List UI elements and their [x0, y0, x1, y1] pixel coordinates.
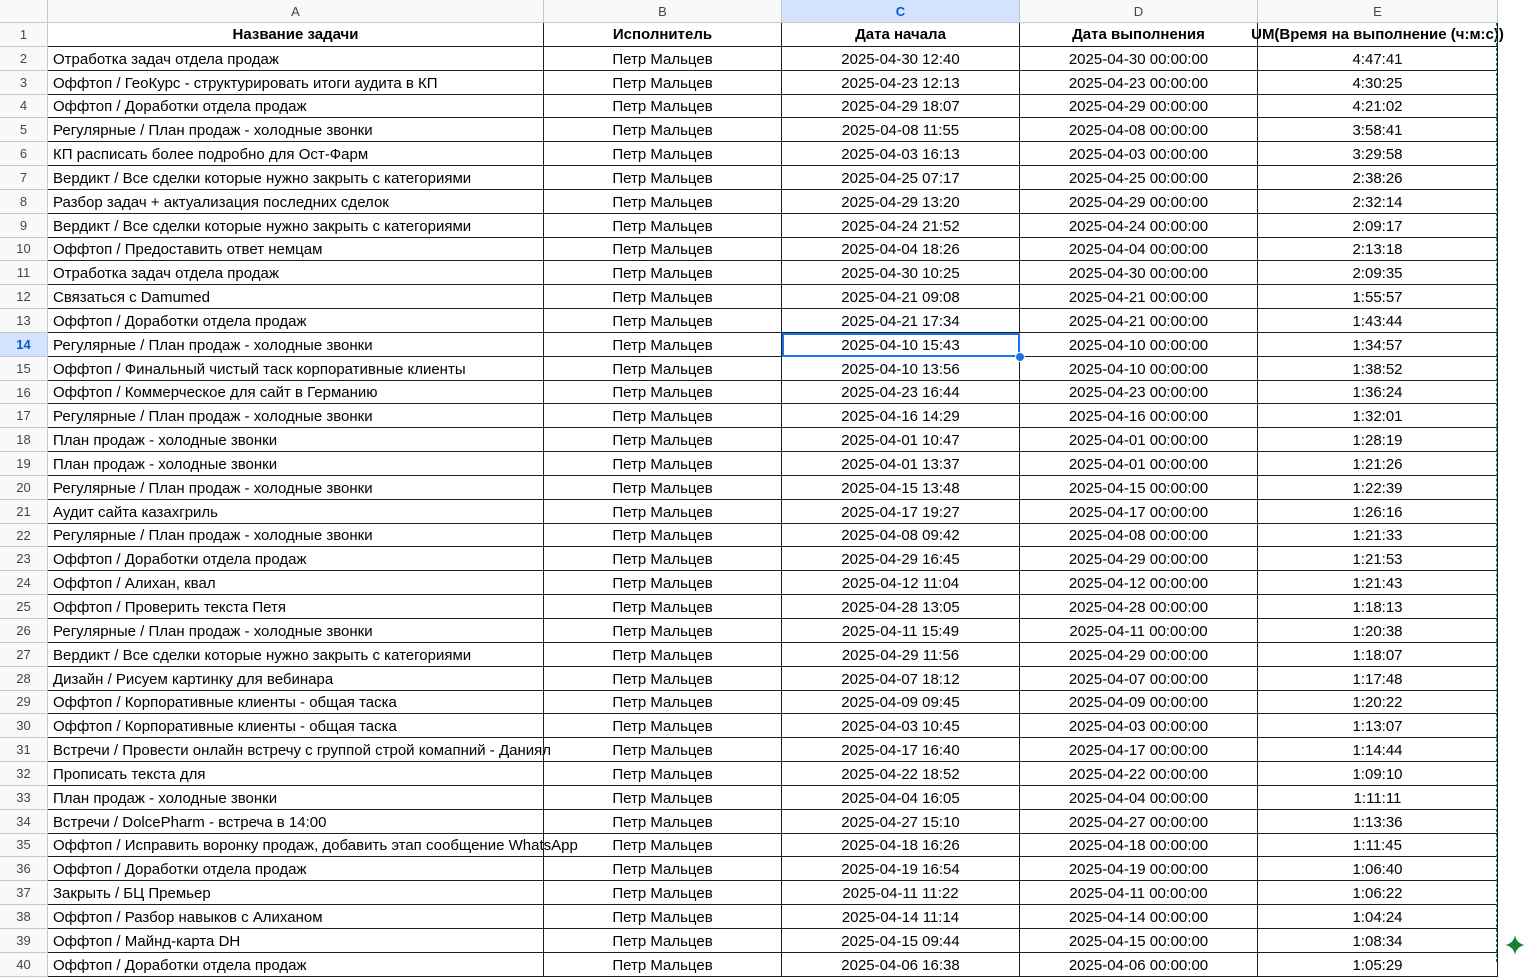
- row-number[interactable]: 40: [0, 953, 48, 977]
- cell-task[interactable]: КП расписать более подробно для Ост-Фарм: [48, 142, 544, 166]
- cell-assignee[interactable]: Петр Мальцев: [544, 905, 782, 929]
- cell-task[interactable]: Вердикт / Все сделки которые нужно закрыть с категориями: [48, 214, 544, 238]
- cell-start[interactable]: 2025-04-19 16:54: [782, 857, 1020, 881]
- row-number[interactable]: 20: [0, 476, 48, 500]
- cell-done[interactable]: 2025-04-29 00:00:00: [1020, 95, 1258, 119]
- table-row: [0, 524, 1522, 548]
- cell-done[interactable]: 2025-04-30 00:00:00: [1020, 47, 1258, 71]
- cell-done[interactable]: 2025-04-10 00:00:00: [1020, 357, 1258, 381]
- table-row: [0, 309, 1522, 333]
- cell-time[interactable]: 1:13:36: [1258, 810, 1498, 834]
- row-number[interactable]: 23: [0, 547, 48, 571]
- table-row: [0, 667, 1522, 691]
- row-number[interactable]: 13: [0, 309, 48, 333]
- cell-start[interactable]: 2025-04-21 09:08: [782, 285, 1020, 309]
- cell-task[interactable]: Оффтоп / Финальный чистый таск корпоративные клиенты: [48, 357, 544, 381]
- cell-assignee[interactable]: Петр Мальцев: [544, 953, 782, 977]
- cell-time[interactable]: 1:09:10: [1258, 762, 1498, 786]
- row-number[interactable]: 39: [0, 929, 48, 953]
- cell-task[interactable]: Дизайн / Рисуем картинку для вебинара: [48, 667, 544, 691]
- header-cell[interactable]: Дата выполнения: [1020, 23, 1258, 47]
- cell-start[interactable]: 2025-04-16 14:29: [782, 404, 1020, 428]
- cell-time[interactable]: 1:11:11: [1258, 786, 1498, 810]
- cell-time[interactable]: 1:21:53: [1258, 547, 1498, 571]
- row-number[interactable]: 5: [0, 118, 48, 142]
- row-number[interactable]: 10: [0, 238, 48, 262]
- cell-time[interactable]: 3:58:41: [1258, 118, 1498, 142]
- cell-done[interactable]: 2025-04-14 00:00:00: [1020, 905, 1258, 929]
- table-row: [0, 95, 1522, 119]
- cell-task[interactable]: План продаж - холодные звонки: [48, 452, 544, 476]
- table-row: [0, 428, 1522, 452]
- cell-start[interactable]: 2025-04-18 16:26: [782, 834, 1020, 858]
- column-header-d[interactable]: D: [1020, 0, 1258, 23]
- table-row: [0, 261, 1522, 285]
- row-number[interactable]: 12: [0, 285, 48, 309]
- row-number[interactable]: 6: [0, 142, 48, 166]
- cell-done[interactable]: 2025-04-04 00:00:00: [1020, 786, 1258, 810]
- row-number[interactable]: 7: [0, 166, 48, 190]
- column-e-dashed-border: [1496, 23, 1497, 962]
- cell-start[interactable]: 2025-04-22 18:52: [782, 762, 1020, 786]
- cell-task[interactable]: Отработка задач отдела продаж: [48, 261, 544, 285]
- cell-assignee[interactable]: Петр Мальцев: [544, 47, 782, 71]
- cell-time[interactable]: 2:38:26: [1258, 166, 1498, 190]
- table-row: [0, 404, 1522, 428]
- cell-start[interactable]: 2025-04-30 10:25: [782, 261, 1020, 285]
- table-row: [0, 238, 1522, 262]
- table-row: [0, 714, 1522, 738]
- cell-time[interactable]: 4:47:41: [1258, 47, 1498, 71]
- cell-assignee[interactable]: Петр Мальцев: [544, 810, 782, 834]
- cell-done[interactable]: 2025-04-17 00:00:00: [1020, 738, 1258, 762]
- cell-done[interactable]: 2025-04-29 00:00:00: [1020, 190, 1258, 214]
- cell-task[interactable]: Оффтоп / Майнд-карта DH: [48, 929, 544, 953]
- table-row: [0, 547, 1522, 571]
- table-row: [0, 643, 1522, 667]
- cell-time[interactable]: 1:08:34: [1258, 929, 1498, 953]
- table-row: [0, 381, 1522, 405]
- row-number[interactable]: 35: [0, 834, 48, 858]
- cell-assignee[interactable]: Петр Мальцев: [544, 428, 782, 452]
- header-row: [0, 23, 1522, 47]
- cell-done[interactable]: 2025-04-27 00:00:00: [1020, 810, 1258, 834]
- cell-assignee[interactable]: Петр Мальцев: [544, 738, 782, 762]
- cell-time[interactable]: 1:06:40: [1258, 857, 1498, 881]
- cell-assignee[interactable]: Петр Мальцев: [544, 786, 782, 810]
- cell-done[interactable]: 2025-04-23 00:00:00: [1020, 381, 1258, 405]
- cell-assignee[interactable]: Петр Мальцев: [544, 571, 782, 595]
- cell-done[interactable]: 2025-04-19 00:00:00: [1020, 857, 1258, 881]
- cell-done[interactable]: 2025-04-15 00:00:00: [1020, 476, 1258, 500]
- cell-start[interactable]: 2025-04-10 13:56: [782, 357, 1020, 381]
- cell-task[interactable]: Регулярные / План продаж - холодные звонки: [48, 333, 544, 357]
- cell-time[interactable]: 2:09:35: [1258, 261, 1498, 285]
- table-row: [0, 476, 1522, 500]
- cell-time[interactable]: 3:29:58: [1258, 142, 1498, 166]
- cell-start[interactable]: 2025-04-24 21:52: [782, 214, 1020, 238]
- cell-task[interactable]: Оффтоп / Исправить воронку продаж, добавить этап сообщение WhatsApp: [48, 834, 544, 858]
- cell-task[interactable]: Оффтоп / Доработки отдела продаж: [48, 309, 544, 333]
- table-row: [0, 357, 1522, 381]
- table-row: [0, 905, 1522, 929]
- table-row: [0, 166, 1522, 190]
- cell-done[interactable]: 2025-04-12 00:00:00: [1020, 571, 1258, 595]
- cell-start[interactable]: 2025-04-08 09:42: [782, 524, 1020, 548]
- cell-start[interactable]: 2025-04-27 15:10: [782, 810, 1020, 834]
- cell-assignee[interactable]: Петр Мальцев: [544, 333, 782, 357]
- cell-task[interactable]: Связаться с Damumed: [48, 285, 544, 309]
- header-cell[interactable]: Дата начала: [782, 23, 1020, 47]
- cell-assignee[interactable]: Петр Мальцев: [544, 643, 782, 667]
- cell-task[interactable]: Регулярные / План продаж - холодные звонки: [48, 524, 544, 548]
- cell-assignee[interactable]: Петр Мальцев: [544, 762, 782, 786]
- cell-time[interactable]: 1:05:29: [1258, 953, 1498, 977]
- cell-task[interactable]: Оффтоп / Разбор навыков с Алиханом: [48, 905, 544, 929]
- fill-handle[interactable]: [1015, 352, 1025, 362]
- cell-start[interactable]: 2025-04-29 16:45: [782, 547, 1020, 571]
- row-number[interactable]: 21: [0, 500, 48, 524]
- cell-done[interactable]: 2025-04-30 00:00:00: [1020, 261, 1258, 285]
- cell-task[interactable]: Оффтоп / ГеоКурс - структурировать итоги аудита в КП: [48, 71, 544, 95]
- cell-start[interactable]: 2025-04-29 13:20: [782, 190, 1020, 214]
- cell-done[interactable]: 2025-04-18 00:00:00: [1020, 834, 1258, 858]
- cell-task[interactable]: План продаж - холодные звонки: [48, 428, 544, 452]
- cell-time[interactable]: 1:20:22: [1258, 691, 1498, 715]
- cell-task[interactable]: Аудит сайта казахгриль: [48, 500, 544, 524]
- row-number[interactable]: 28: [0, 667, 48, 691]
- cell-start[interactable]: 2025-04-09 09:45: [782, 691, 1020, 715]
- cell-start[interactable]: 2025-04-15 13:48: [782, 476, 1020, 500]
- table-row: [0, 190, 1522, 214]
- cell-time[interactable]: 1:32:01: [1258, 404, 1498, 428]
- cell-done[interactable]: 2025-04-03 00:00:00: [1020, 714, 1258, 738]
- cell-start[interactable]: 2025-04-11 15:49: [782, 619, 1020, 643]
- row-number[interactable]: 2: [0, 47, 48, 71]
- cell-start[interactable]: 2025-04-14 11:14: [782, 905, 1020, 929]
- cell-task[interactable]: Оффтоп / Доработки отдела продаж: [48, 857, 544, 881]
- cell-time[interactable]: 1:26:16: [1258, 500, 1498, 524]
- cell-assignee[interactable]: Петр Мальцев: [544, 834, 782, 858]
- table-row: [0, 452, 1522, 476]
- cell-start[interactable]: 2025-04-07 18:12: [782, 667, 1020, 691]
- cell-task[interactable]: Встречи / DolcePharm - встреча в 14:00: [48, 810, 544, 834]
- cell-assignee[interactable]: Петр Мальцев: [544, 524, 782, 548]
- table-row: [0, 333, 1522, 357]
- cell-done[interactable]: 2025-04-15 00:00:00: [1020, 929, 1258, 953]
- table-row: [0, 762, 1522, 786]
- cell-assignee[interactable]: Петр Мальцев: [544, 190, 782, 214]
- cell-time[interactable]: 1:21:26: [1258, 452, 1498, 476]
- table-row: [0, 691, 1522, 715]
- table-row: [0, 929, 1522, 953]
- column-header-c[interactable]: C: [782, 0, 1020, 23]
- cell-assignee[interactable]: Петр Мальцев: [544, 667, 782, 691]
- cell-task[interactable]: Отработка задач отдела продаж: [48, 47, 544, 71]
- cell-time[interactable]: 1:11:45: [1258, 834, 1498, 858]
- cell-time[interactable]: 1:34:57: [1258, 333, 1498, 357]
- cell-start[interactable]: 2025-04-08 11:55: [782, 118, 1020, 142]
- cell-time[interactable]: 1:20:38: [1258, 619, 1498, 643]
- cell-time[interactable]: 1:28:19: [1258, 428, 1498, 452]
- row-number[interactable]: 36: [0, 857, 48, 881]
- cell-start[interactable]: 2025-04-12 11:04: [782, 571, 1020, 595]
- cell-time[interactable]: 1:36:24: [1258, 381, 1498, 405]
- row-number[interactable]: 26: [0, 619, 48, 643]
- row-number[interactable]: 32: [0, 762, 48, 786]
- cell-assignee[interactable]: Петр Мальцев: [544, 71, 782, 95]
- cell-done[interactable]: 2025-04-21 00:00:00: [1020, 309, 1258, 333]
- cell-start[interactable]: 2025-04-10 15:43: [782, 333, 1020, 357]
- cell-start[interactable]: 2025-04-17 16:40: [782, 738, 1020, 762]
- cell-done[interactable]: 2025-04-16 00:00:00: [1020, 404, 1258, 428]
- cell-assignee[interactable]: Петр Мальцев: [544, 142, 782, 166]
- row-number[interactable]: 30: [0, 714, 48, 738]
- cell-start[interactable]: 2025-04-30 12:40: [782, 47, 1020, 71]
- cell-time[interactable]: 1:21:43: [1258, 571, 1498, 595]
- cell-task[interactable]: Оффтоп / Доработки отдела продаж: [48, 547, 544, 571]
- cell-done[interactable]: 2025-04-07 00:00:00: [1020, 667, 1258, 691]
- row-number[interactable]: 31: [0, 738, 48, 762]
- cell-task[interactable]: Оффтоп / Алихан, квал: [48, 571, 544, 595]
- cell-task[interactable]: Оффтоп / Коммерческое для сайт в Германию: [48, 381, 544, 405]
- cell-done[interactable]: 2025-04-06 00:00:00: [1020, 953, 1258, 977]
- cell-assignee[interactable]: Петр Мальцев: [544, 929, 782, 953]
- table-row: [0, 142, 1522, 166]
- cell-task[interactable]: Встречи / Провести онлайн встречу с группой строй комапний - Даниял: [48, 738, 544, 762]
- cell-time[interactable]: 1:38:52: [1258, 357, 1498, 381]
- cell-start[interactable]: 2025-04-04 16:05: [782, 786, 1020, 810]
- cell-done[interactable]: 2025-04-09 00:00:00: [1020, 691, 1258, 715]
- cell-start[interactable]: 2025-04-29 18:07: [782, 95, 1020, 119]
- cell-time[interactable]: 1:55:57: [1258, 285, 1498, 309]
- cell-assignee[interactable]: Петр Мальцев: [544, 357, 782, 381]
- cell-task[interactable]: Регулярные / План продаж - холодные звонки: [48, 404, 544, 428]
- row-number[interactable]: 9: [0, 214, 48, 238]
- table-row: [0, 71, 1522, 95]
- cell-time[interactable]: 1:18:13: [1258, 595, 1498, 619]
- cell-start[interactable]: 2025-04-17 19:27: [782, 500, 1020, 524]
- cell-task[interactable]: Вердикт / Все сделки которые нужно закрыть с категориями: [48, 643, 544, 667]
- row-number[interactable]: 19: [0, 452, 48, 476]
- cell-done[interactable]: 2025-04-23 00:00:00: [1020, 71, 1258, 95]
- cell-assignee[interactable]: Петр Мальцев: [544, 500, 782, 524]
- gemini-sparkle-icon[interactable]: [1504, 934, 1526, 956]
- cell-done[interactable]: 2025-04-21 00:00:00: [1020, 285, 1258, 309]
- cell-time[interactable]: 1:22:39: [1258, 476, 1498, 500]
- cell-start[interactable]: 2025-04-06 16:38: [782, 953, 1020, 977]
- cell-start[interactable]: 2025-04-03 10:45: [782, 714, 1020, 738]
- row-number[interactable]: 16: [0, 381, 48, 405]
- cell-task[interactable]: Регулярные / План продаж - холодные звонки: [48, 118, 544, 142]
- select-all-corner[interactable]: [0, 0, 48, 23]
- row-number[interactable]: 14: [0, 333, 48, 357]
- row-number[interactable]: 27: [0, 643, 48, 667]
- cell-done[interactable]: 2025-04-11 00:00:00: [1020, 881, 1258, 905]
- row-number[interactable]: 17: [0, 404, 48, 428]
- cell-start[interactable]: 2025-04-25 07:17: [782, 166, 1020, 190]
- cell-task[interactable]: План продаж - холодные звонки: [48, 786, 544, 810]
- cell-task[interactable]: Регулярные / План продаж - холодные звонки: [48, 619, 544, 643]
- cell-task[interactable]: Оффтоп / Доработки отдела продаж: [48, 95, 544, 119]
- cell-assignee[interactable]: Петр Мальцев: [544, 547, 782, 571]
- cell-assignee[interactable]: Петр Мальцев: [544, 214, 782, 238]
- table-row: [0, 953, 1522, 977]
- header-cell[interactable]: Название задачи: [48, 23, 544, 47]
- cell-start[interactable]: 2025-04-11 11:22: [782, 881, 1020, 905]
- table-row: [0, 571, 1522, 595]
- cell-start[interactable]: 2025-04-28 13:05: [782, 595, 1020, 619]
- cell-start[interactable]: 2025-04-23 12:13: [782, 71, 1020, 95]
- row-number[interactable]: 18: [0, 428, 48, 452]
- cell-task[interactable]: Оффтоп / Проверить текста Петя: [48, 595, 544, 619]
- column-header-b[interactable]: B: [544, 0, 782, 23]
- cell-assignee[interactable]: Петр Мальцев: [544, 261, 782, 285]
- cell-assignee[interactable]: Петр Мальцев: [544, 285, 782, 309]
- cell-assignee[interactable]: Петр Мальцев: [544, 309, 782, 333]
- cell-time[interactable]: 2:13:18: [1258, 238, 1498, 262]
- row-number[interactable]: 1: [0, 23, 48, 47]
- cell-start[interactable]: 2025-04-29 11:56: [782, 643, 1020, 667]
- row-number[interactable]: 33: [0, 786, 48, 810]
- table-row: [0, 738, 1522, 762]
- table-row: [0, 786, 1522, 810]
- cell-done[interactable]: 2025-04-04 00:00:00: [1020, 238, 1258, 262]
- cell-task[interactable]: Разбор задач + актуализация последних сделок: [48, 190, 544, 214]
- cell-time[interactable]: 2:09:17: [1258, 214, 1498, 238]
- cell-time[interactable]: 4:21:02: [1258, 95, 1498, 119]
- cell-start[interactable]: 2025-04-01 10:47: [782, 428, 1020, 452]
- cell-start[interactable]: 2025-04-21 17:34: [782, 309, 1020, 333]
- table-row: [0, 118, 1522, 142]
- row-number[interactable]: 3: [0, 71, 48, 95]
- table-row: [0, 810, 1522, 834]
- cell-assignee[interactable]: Петр Мальцев: [544, 95, 782, 119]
- cell-done[interactable]: 2025-04-25 00:00:00: [1020, 166, 1258, 190]
- cell-done[interactable]: 2025-04-29 00:00:00: [1020, 547, 1258, 571]
- header-cell[interactable]: UM(Время на выполнение (ч:м:с)): [1258, 23, 1498, 47]
- cell-task[interactable]: Оффтоп / Корпоративные клиенты - общая таска: [48, 691, 544, 715]
- cell-done[interactable]: 2025-04-10 00:00:00: [1020, 333, 1258, 357]
- cell-task[interactable]: Регулярные / План продаж - холодные звонки: [48, 476, 544, 500]
- row-number[interactable]: 34: [0, 810, 48, 834]
- column-header-a[interactable]: A: [48, 0, 544, 23]
- table-row: [0, 285, 1522, 309]
- cell-time[interactable]: 1:21:33: [1258, 524, 1498, 548]
- table-row: [0, 834, 1522, 858]
- table-row: [0, 619, 1522, 643]
- cell-task[interactable]: Прописать текста для: [48, 762, 544, 786]
- cell-assignee[interactable]: Петр Мальцев: [544, 381, 782, 405]
- cell-assignee[interactable]: Петр Мальцев: [544, 857, 782, 881]
- cell-task[interactable]: Оффтоп / Доработки отдела продаж: [48, 953, 544, 977]
- row-number[interactable]: 29: [0, 691, 48, 715]
- row-number[interactable]: 37: [0, 881, 48, 905]
- cell-done[interactable]: 2025-04-11 00:00:00: [1020, 619, 1258, 643]
- row-number[interactable]: 4: [0, 95, 48, 119]
- row-number[interactable]: 24: [0, 571, 48, 595]
- cell-start[interactable]: 2025-04-01 13:37: [782, 452, 1020, 476]
- column-header-e[interactable]: E: [1258, 0, 1498, 23]
- cell-done[interactable]: 2025-04-28 00:00:00: [1020, 595, 1258, 619]
- cell-done[interactable]: 2025-04-17 00:00:00: [1020, 500, 1258, 524]
- cell-assignee[interactable]: Петр Мальцев: [544, 881, 782, 905]
- row-number[interactable]: 25: [0, 595, 48, 619]
- table-row: [0, 881, 1522, 905]
- cell-assignee[interactable]: Петр Мальцев: [544, 238, 782, 262]
- cell-start[interactable]: 2025-04-23 16:44: [782, 381, 1020, 405]
- cell-done[interactable]: 2025-04-03 00:00:00: [1020, 142, 1258, 166]
- table-row: [0, 47, 1522, 71]
- cell-time[interactable]: 1:14:44: [1258, 738, 1498, 762]
- table-row: [0, 214, 1522, 238]
- cell-start[interactable]: 2025-04-03 16:13: [782, 142, 1020, 166]
- cell-done[interactable]: 2025-04-08 00:00:00: [1020, 524, 1258, 548]
- row-number[interactable]: 11: [0, 261, 48, 285]
- cell-task[interactable]: Закрыть / БЦ Премьер: [48, 881, 544, 905]
- cell-done[interactable]: 2025-04-24 00:00:00: [1020, 214, 1258, 238]
- cell-task[interactable]: Оффтоп / Корпоративные клиенты - общая таска: [48, 714, 544, 738]
- cell-done[interactable]: 2025-04-29 00:00:00: [1020, 643, 1258, 667]
- cell-assignee[interactable]: Петр Мальцев: [544, 452, 782, 476]
- cell-task[interactable]: Вердикт / Все сделки которые нужно закрыть с категориями: [48, 166, 544, 190]
- cell-done[interactable]: 2025-04-01 00:00:00: [1020, 452, 1258, 476]
- cell-time[interactable]: 1:18:07: [1258, 643, 1498, 667]
- cell-assignee[interactable]: Петр Мальцев: [544, 118, 782, 142]
- table-row: [0, 595, 1522, 619]
- cell-time[interactable]: 1:04:24: [1258, 905, 1498, 929]
- cell-assignee[interactable]: Петр Мальцев: [544, 476, 782, 500]
- row-number[interactable]: 22: [0, 524, 48, 548]
- cell-done[interactable]: 2025-04-08 00:00:00: [1020, 118, 1258, 142]
- cell-time[interactable]: 4:30:25: [1258, 71, 1498, 95]
- cell-time[interactable]: 2:32:14: [1258, 190, 1498, 214]
- cell-assignee[interactable]: Петр Мальцев: [544, 595, 782, 619]
- table-row: [0, 500, 1522, 524]
- row-number[interactable]: 8: [0, 190, 48, 214]
- cell-assignee[interactable]: Петр Мальцев: [544, 691, 782, 715]
- row-number[interactable]: 15: [0, 357, 48, 381]
- header-cell[interactable]: Исполнитель: [544, 23, 782, 47]
- cell-assignee[interactable]: Петр Мальцев: [544, 714, 782, 738]
- cell-time[interactable]: 1:17:48: [1258, 667, 1498, 691]
- table-row: [0, 857, 1522, 881]
- cell-time[interactable]: 1:06:22: [1258, 881, 1498, 905]
- cell-start[interactable]: 2025-04-15 09:44: [782, 929, 1020, 953]
- cell-time[interactable]: 1:43:44: [1258, 309, 1498, 333]
- row-number[interactable]: 38: [0, 905, 48, 929]
- cell-done[interactable]: 2025-04-01 00:00:00: [1020, 428, 1258, 452]
- cell-assignee[interactable]: Петр Мальцев: [544, 404, 782, 428]
- cell-time[interactable]: 1:13:07: [1258, 714, 1498, 738]
- cell-assignee[interactable]: Петр Мальцев: [544, 619, 782, 643]
- cell-done[interactable]: 2025-04-22 00:00:00: [1020, 762, 1258, 786]
- cell-start[interactable]: 2025-04-04 18:26: [782, 238, 1020, 262]
- cell-task[interactable]: Оффтоп / Предоставить ответ немцам: [48, 238, 544, 262]
- cell-assignee[interactable]: Петр Мальцев: [544, 166, 782, 190]
